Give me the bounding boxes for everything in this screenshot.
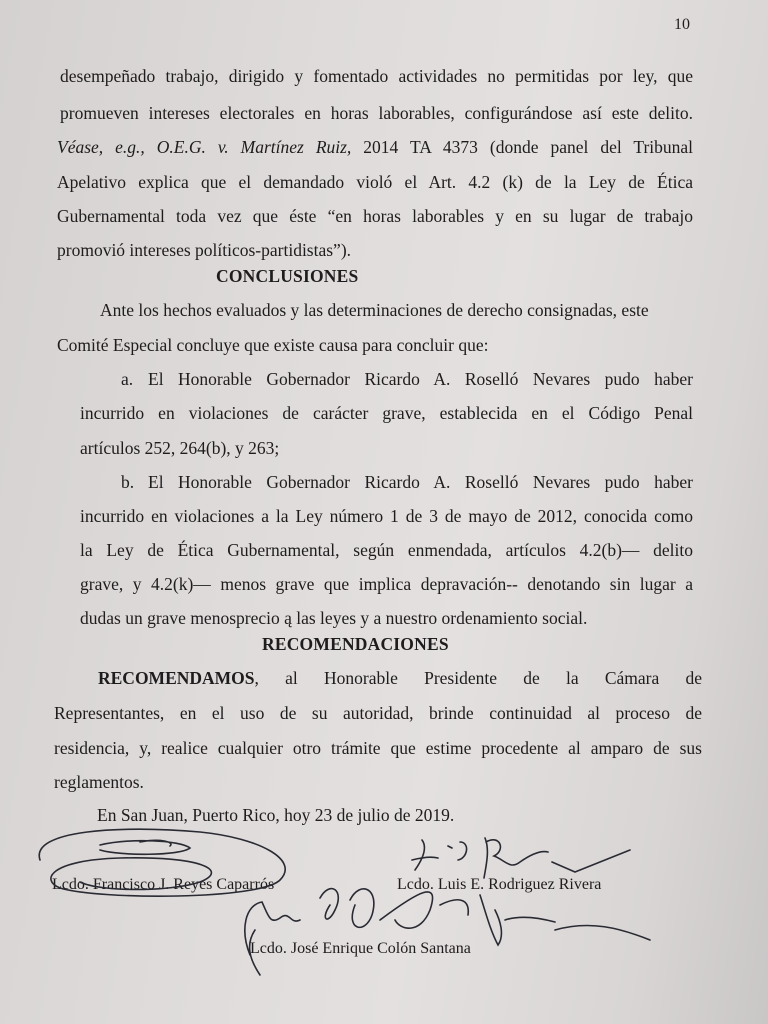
citation-rest: 2014 TA 4373 (donde panel del Tribunal bbox=[363, 137, 694, 157]
body-line: promovió intereses políticos-partidistas”). bbox=[57, 240, 352, 260]
body-line: desempeñado trabajo, dirigido y fomentado actividades no permitidas por ley, que bbox=[60, 66, 693, 86]
recommendations-line: residencia, y, realice cualquier otro trámite que estime procedente al amparo de sus bbox=[54, 738, 702, 758]
signatory-name: Lcdo. Francisco J. Reyes Caparrós bbox=[52, 876, 275, 893]
item-a-line: incurrido en violaciones de carácter grave, establecida en el Código Penal bbox=[80, 403, 693, 423]
recommendations-line bbox=[98, 668, 702, 689]
conclusions-intro-line: Comité Especial concluye que existe causa para concluir que: bbox=[57, 335, 489, 355]
item-a-line: El Honorable Gobernador Ricardo A. Roselló Nevares pudo haber bbox=[148, 369, 693, 389]
item-marker-b: b. bbox=[121, 472, 135, 492]
date-line: En San Juan, Puerto Rico, hoy 23 de julio de 2019. bbox=[97, 805, 455, 825]
recommendations-heading: RECOMENDACIONES bbox=[262, 634, 449, 654]
item-b-line: El Honorable Gobernador Ricardo A. Roselló Nevares pudo haber bbox=[148, 472, 693, 492]
signature-rodriguez bbox=[412, 838, 630, 878]
signature-colon bbox=[245, 889, 650, 975]
item-b-line: incurrido en violaciones a la Ley número 1 de 3 de mayo de 2012, conocida como bbox=[80, 506, 693, 526]
signatory-name: Lcdo. Luis E. Rodriguez Rivera bbox=[397, 876, 602, 893]
item-b-line: la Ley de Ética Gubernamental, según enmendada, artículos 4.2(b)— delito bbox=[80, 540, 693, 560]
conclusions-heading: CONCLUSIONES bbox=[216, 266, 359, 286]
item-b-line: grave, y 4.2(k)— menos grave que implica depravación-- denotando sin lugar a bbox=[80, 574, 693, 594]
item-marker-a: a. bbox=[121, 369, 134, 389]
recommendations-lead: RECOMENDAMOS bbox=[98, 668, 255, 688]
item-b-line: dudas un grave menosprecio ą las leyes y a nuestro ordenamiento social. bbox=[80, 608, 588, 628]
body-line-citation bbox=[57, 137, 693, 158]
case-citation: Véase, e.g., O.E.G. v. Martínez Ruiz, bbox=[57, 137, 352, 157]
body-line: Apelativo explica que el demandado violó el Art. 4.2 (k) de la Ley de Ética bbox=[57, 172, 693, 192]
recommendations-line-rest: , al Honorable Presidente de la Cámara de bbox=[254, 668, 702, 688]
page-number: 10 bbox=[674, 16, 690, 33]
recommendations-line: reglamentos. bbox=[54, 772, 144, 792]
recommendations-line: Representantes, en el uso de su autoridad, brinde continuidad al proceso de bbox=[54, 703, 702, 723]
body-line: promueven intereses electorales en horas laborables, configurándose así este delito. bbox=[60, 103, 693, 123]
body-line: Gubernamental toda vez que éste “en horas laborables y en su lugar de trabajo bbox=[57, 206, 693, 226]
item-a-line: artículos 252, 264(b), y 263; bbox=[80, 438, 280, 458]
signatory-name: Lcdo. José Enrique Colón Santana bbox=[250, 940, 471, 957]
conclusions-intro-line: Ante los hechos evaluados y las determinaciones de derecho consignadas, este bbox=[100, 300, 649, 320]
